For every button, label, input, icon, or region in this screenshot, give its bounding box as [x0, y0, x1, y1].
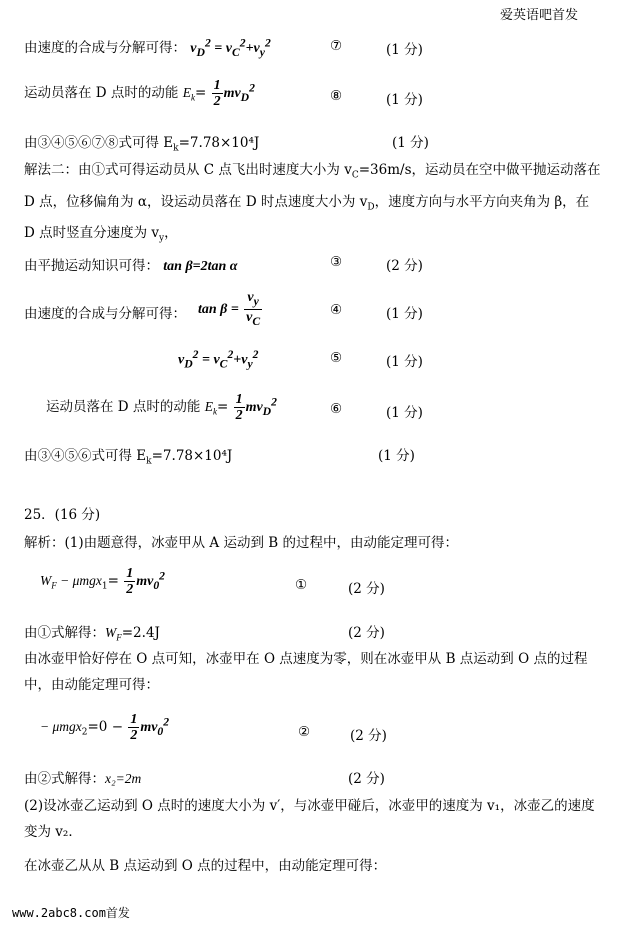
eq-mark-8: ⑧ [330, 88, 343, 104]
line-12: 由②式解得：x₂=2m [24, 771, 142, 787]
footer-text: www.2abc8.com首发 [12, 906, 130, 920]
line-8: 由③④⑤⑥式可得 $E_k=7.78\times 10^4J$ [24, 448, 233, 467]
paragraph-part-two: (2)设冰壶乙运动到 O 点时的速度大小为 v′，与冰壶甲碰后，冰壶甲的速度为 v₁，冰壶乙的速度变为 v₂． [24, 798, 595, 840]
line-7: 运动员落在 D 点时的动能 $E_k=$ $\frac{1}{2}$ $mv_D^2$ [46, 392, 277, 423]
header-text: 爱英语吧首发 [500, 8, 579, 23]
score-l5: (1 分) [386, 306, 423, 322]
formula-vd-squared: $v_D^2 = v_C^2+v_y^2$ [190, 36, 271, 59]
score-l10: (2 分) [348, 625, 385, 641]
line-1-text: 由速度的合成与分解可得： [24, 40, 186, 56]
eq-mark-2: ② [298, 724, 311, 740]
line-3: 由③④⑤⑥⑦⑧式可得 $E_k=7.78\times 10^4J$ [24, 135, 260, 154]
question-25-title: 25．(16 分) [24, 507, 101, 523]
eq-mark-5: ⑤ [330, 350, 343, 366]
eq-mark-7: ⑦ [330, 38, 343, 54]
score-l11: (2 分) [350, 728, 387, 744]
formula-tan: tan β=2tan α [163, 259, 238, 274]
line-2-text: 运动员落在 D 点时的动能 [24, 85, 183, 101]
score-l9: (2 分) [348, 581, 385, 597]
score-l2: (1 分) [386, 92, 423, 108]
line-2: 运动员落在 D 点时的动能 $E_k=$ $\frac{1}{2}$ $mv_D^2$ [24, 78, 255, 109]
fraction-half: $\frac{1}{2}$ [213, 78, 221, 109]
score-l3: (1 分) [392, 135, 429, 151]
line-4: 由平抛运动知识可得： tan β=2tan α [24, 258, 238, 274]
eq-mark-1: ① [295, 577, 308, 593]
paragraph-b-to-o: 在冰壶乙从从 B 点运动到 O 点的过程中，由动能定理可得： [24, 858, 387, 874]
eq-mark-3: ③ [330, 254, 343, 270]
analysis-intro: 解析：(1)由题意得，冰壶甲从 A 运动到 B 的过程中，由动能定理可得： [24, 535, 458, 551]
line-5: 由速度的合成与分解可得： [24, 306, 186, 322]
score-l12: (2 分) [348, 771, 385, 787]
formula-work-energy-1: $W_F - \mu mgx_1=$ $\frac{1}{2}$ $mv_0^2$ [40, 566, 165, 597]
formula-work-energy-2: − μmgx$_2$=0 − $\frac{1}{2}$ $mv_0^2$ [40, 712, 170, 743]
paragraph-stop-at-o: 由冰壶甲恰好停在 O 点可知，冰壶甲在 O 点速度为零，则在冰壶甲从 B 点运动到 O 点的过程中，由动能定理可得： [24, 651, 588, 693]
score-l8: (1 分) [378, 448, 415, 464]
paragraph-method-two: 解法二：由①式可得运动员从 C 点飞出时速度大小为 $v_C=36m/s$，运动员在空中做平抛运动落在 D 点，位移偏角为 α，设运动员落在 D 时点速度大小为 $v_D$，速度方向与水平方向夹角为 β，在 D 点时竖直分速度为 $v_y$， [24, 162, 601, 245]
score-l6: (1 分) [386, 354, 423, 370]
eq-mark-4: ④ [330, 302, 343, 318]
score-l1: (1 分) [386, 42, 423, 58]
line-10: 由①式解得：$W_F=2.4J$ [24, 625, 160, 643]
line-1 [24, 36, 271, 59]
formula-vd-squared-2: $v_D^2 = v_C^2+v_y^2$ [178, 348, 259, 371]
score-l7: (1 分) [386, 405, 423, 421]
eq-mark-6: ⑥ [330, 401, 343, 417]
score-l4: (2 分) [386, 258, 423, 274]
formula-tan-ratio: tan β = $\frac{v_y}{v_C}$ [198, 290, 261, 328]
